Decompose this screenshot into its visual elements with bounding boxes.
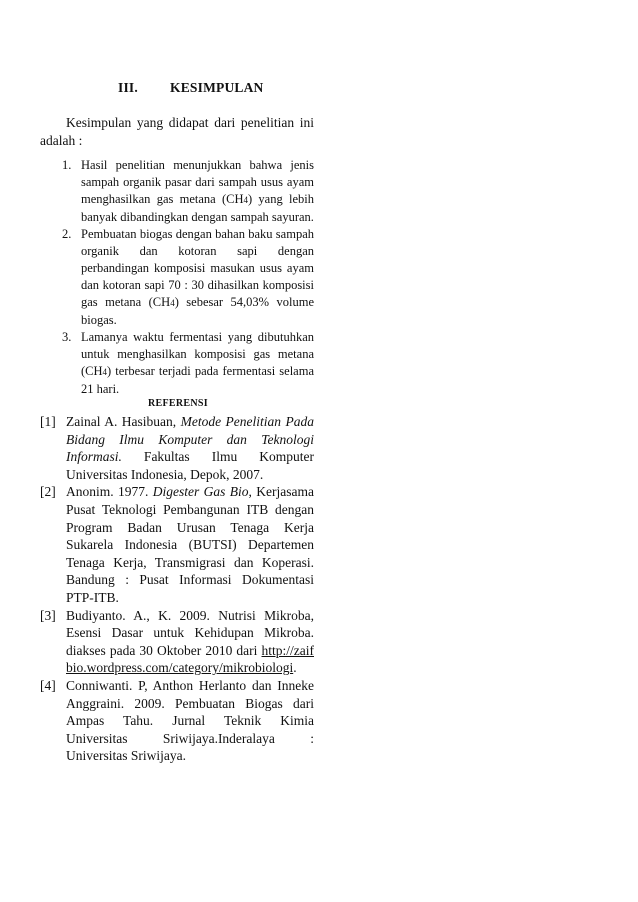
reference-text: Budiyanto. A., K. 2009. Nutrisi Mikroba, Esensi Dasar untuk Kehidupan Mikroba. diakses pada 30 Oktober 2010 dari	[66, 607, 314, 658]
section-heading	[118, 80, 264, 96]
reference-list	[40, 413, 314, 765]
reference-authors: Zainal A. Hasibuan,	[66, 414, 181, 429]
conclusion-text: Pembuatan biogas dengan bahan baku sampah organik dan kotoran sapi dengan perbandingan komposisi masukan usus ayam dan kotoran sapi 70 : 30 dihasilkan komposisi gas metana (CH	[81, 227, 314, 309]
reference-title: Digester Gas Bio	[152, 484, 249, 500]
reference-title: Metode Penelitian Pada Bidang Ilmu Komputer dan Teknologi Informasi.	[66, 414, 314, 465]
reference-details: , Kerjasama Pusat Teknologi Pembangunan ITB dengan Program Badan Urusan Tenaga Kerja Sukarela Indonesia (BUTSI) Departemen Tenaga Kerja, Transmigrasi dan Koperasi. Bandung : Pusat Informasi Dokumentasi PTP-ITB.	[66, 484, 314, 605]
conclusion-item	[40, 226, 314, 329]
reference-link[interactable]: http://zaifbio.wordpress.com/category/mikrobiologi	[66, 642, 314, 676]
intro-paragraph: Kesimpulan yang didapat dari penelitian ini adalah :	[40, 115, 314, 148]
reference-marker: [1]	[40, 414, 56, 429]
references-heading: REFERENSI	[148, 398, 208, 409]
subscript: 4	[102, 367, 108, 377]
list-marker: 2.	[62, 227, 72, 241]
list-marker: 1.	[62, 158, 72, 172]
conclusion-item	[40, 157, 314, 226]
reference-item	[40, 677, 314, 765]
conclusion-text-end: ) yang lebih banyak dibandingkan dengan sampah sayuran.	[81, 192, 314, 224]
reference-item	[40, 413, 314, 483]
reference-marker: [3]	[40, 607, 56, 623]
reference-authors: Anonim. 1977.	[66, 484, 153, 500]
conclusion-item	[40, 329, 314, 398]
reference-details: Fakultas Ilmu Komputer Universitas Indonesia, Depok, 2007.	[66, 449, 314, 482]
reference-item	[40, 483, 314, 606]
subscript: 4	[243, 195, 248, 205]
reference-marker: [2]	[40, 484, 56, 500]
conclusion-text: Hasil penelitian menunjukkan bahwa jenis sampah organik pasar dari sampah usus ayam menghasilkan gas metana (CH	[81, 158, 314, 206]
conclusion-list	[40, 157, 314, 398]
conclusion-text-end: ) sebesar 54,03% volume biogas.	[81, 295, 315, 327]
subscript: 4	[170, 298, 175, 308]
conclusion-text-end: ) terbesar terjadi pada fermentasi selama 21 hari.	[81, 364, 314, 396]
reference-end: .	[293, 660, 297, 676]
reference-marker: [4]	[40, 677, 56, 693]
reference-item	[40, 607, 314, 677]
section-title: KESIMPULAN	[170, 80, 264, 95]
reference-text: Conniwanti. P, Anthon Herlanto dan Inneke Anggraini. 2009. Pembuatan Biogas dari Ampas Tahu. Jurnal Teknik Kimia Universitas Sriwijaya.Inderalaya : Universitas Sriwijaya.	[66, 677, 314, 764]
list-marker: 3.	[62, 330, 72, 344]
conclusion-text: Lamanya waktu fermentasi yang dibutuhkan untuk menghasilkan komposisi gas metana (CH	[81, 330, 314, 378]
section-number: III.	[118, 80, 138, 95]
